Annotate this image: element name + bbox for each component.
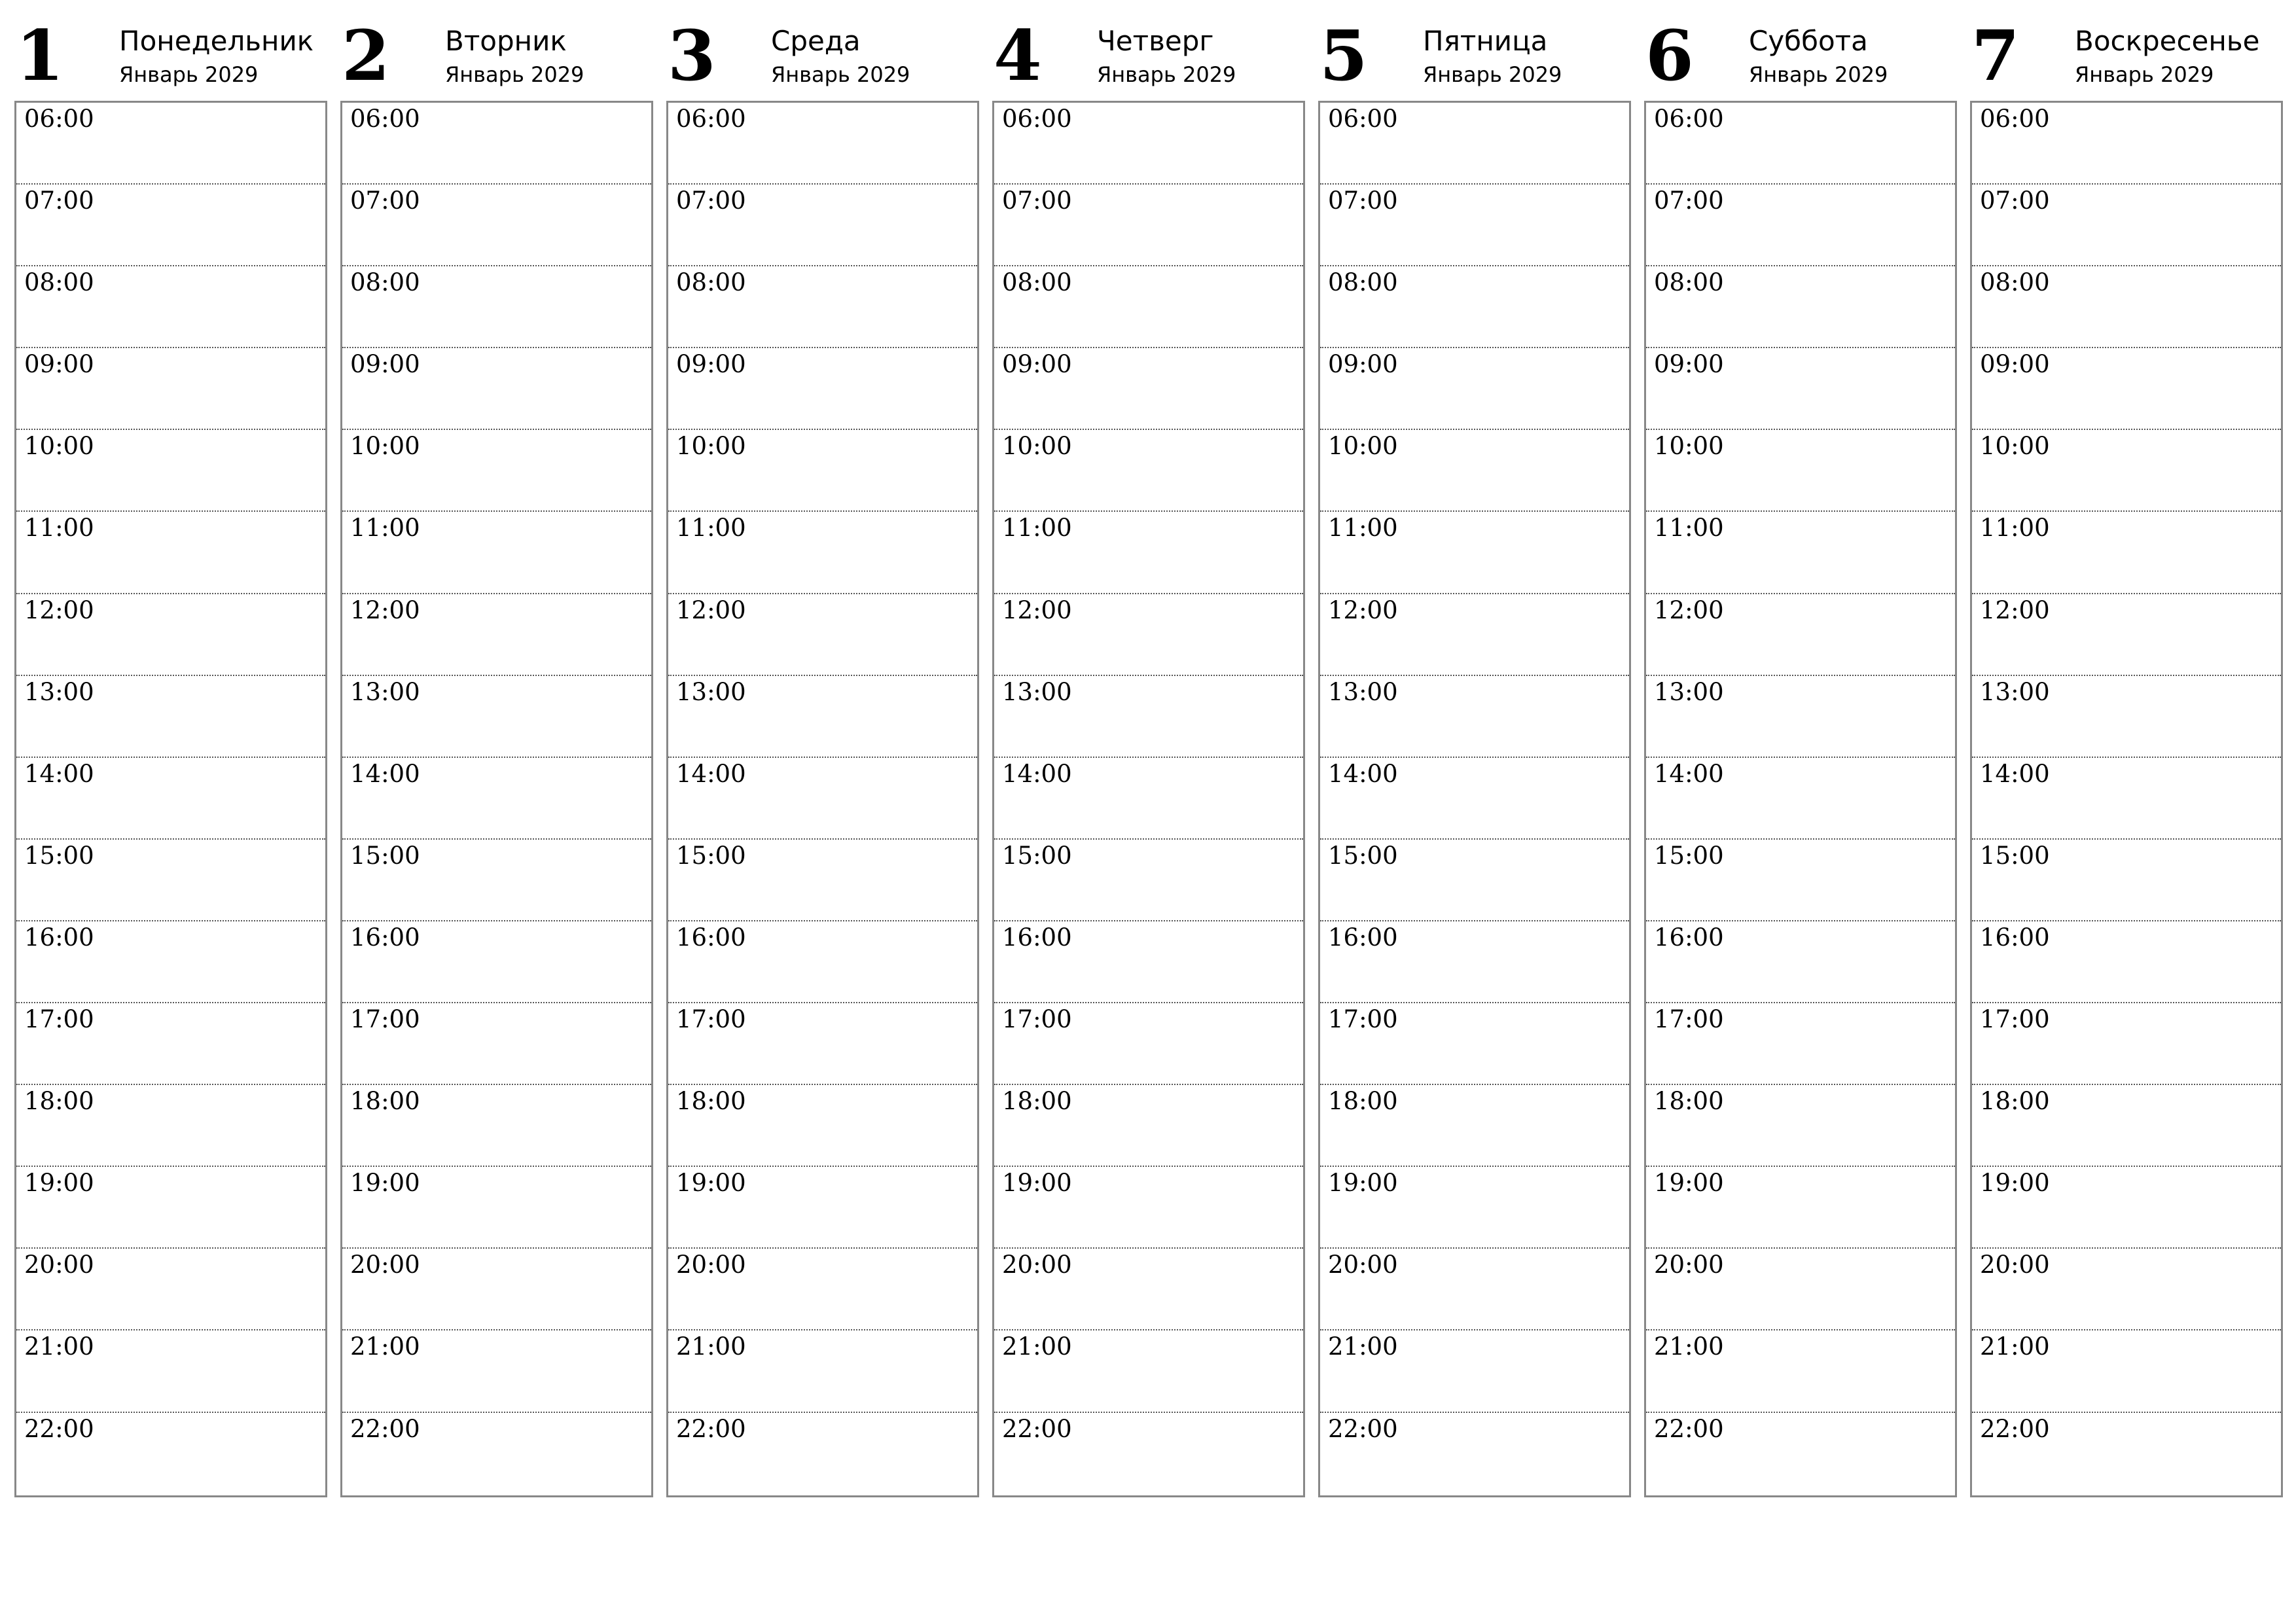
time-slot[interactable]	[1320, 840, 1629, 921]
time-slot-label: 19:00	[676, 1169, 746, 1198]
time-slot-label: 17:00	[350, 1005, 420, 1034]
time-slot[interactable]	[1646, 1003, 1955, 1085]
time-slot[interactable]	[668, 266, 977, 348]
time-slot-label: 08:00	[1002, 268, 1072, 297]
time-slot[interactable]	[1972, 1330, 2281, 1412]
time-slot[interactable]	[1320, 1003, 1629, 1085]
day-month-label: Январь 2029	[1097, 62, 1236, 87]
time-slot-label: 10:00	[676, 432, 746, 461]
time-slot-label: 22:00	[24, 1414, 94, 1443]
time-slot-label: 11:00	[1654, 514, 1724, 543]
time-slot-label: 09:00	[1980, 350, 2050, 379]
time-slot[interactable]	[16, 1085, 325, 1167]
time-slot-label: 15:00	[350, 841, 420, 870]
time-slot[interactable]	[1646, 921, 1955, 1003]
time-slot-label: 18:00	[676, 1087, 746, 1116]
time-slot[interactable]	[1646, 185, 1955, 266]
time-slot-label: 21:00	[24, 1332, 94, 1361]
day-month-label: Январь 2029	[119, 62, 259, 87]
time-slot[interactable]	[1972, 594, 2281, 676]
time-slot-label: 13:00	[24, 677, 94, 706]
time-slot-label: 14:00	[24, 759, 94, 788]
time-slot-label: 13:00	[1654, 677, 1724, 706]
time-slot[interactable]	[1972, 1085, 2281, 1167]
time-slot-label: 11:00	[676, 514, 746, 543]
time-slot-label: 13:00	[1002, 677, 1072, 706]
day-column	[666, 0, 979, 1499]
time-slot[interactable]	[1646, 430, 1955, 512]
time-slot-label: 11:00	[24, 514, 94, 543]
time-slot-label: 11:00	[350, 514, 420, 543]
day-number: 4	[994, 14, 1042, 96]
time-slot[interactable]	[16, 1249, 325, 1330]
time-slot-label: 07:00	[1328, 187, 1398, 215]
time-slot[interactable]	[668, 1249, 977, 1330]
time-slot-label: 15:00	[1002, 841, 1072, 870]
day-number: 3	[668, 14, 716, 96]
time-slot-label: 09:00	[1002, 350, 1072, 379]
day-schedule-box	[992, 101, 1305, 1497]
time-slot[interactable]	[994, 840, 1303, 921]
time-slot-label: 06:00	[1002, 105, 1072, 133]
time-slot[interactable]	[1320, 1413, 1629, 1495]
time-slot[interactable]	[668, 103, 977, 185]
time-slot[interactable]	[342, 512, 651, 594]
time-slot[interactable]	[1646, 1085, 1955, 1167]
time-slot-label: 16:00	[1328, 923, 1398, 952]
time-slot[interactable]	[1972, 840, 2281, 921]
time-slot-label: 17:00	[1328, 1005, 1398, 1034]
time-slot[interactable]	[668, 1003, 977, 1085]
time-slot-label: 11:00	[1980, 514, 2050, 543]
day-schedule-box	[340, 101, 653, 1497]
time-slot-label: 21:00	[1002, 1332, 1072, 1361]
time-slot-label: 18:00	[1654, 1087, 1724, 1116]
time-slot[interactable]	[16, 840, 325, 921]
time-slot-label: 22:00	[350, 1414, 420, 1443]
time-slot-label: 21:00	[1980, 1332, 2050, 1361]
time-slot[interactable]	[1320, 1330, 1629, 1412]
time-slot[interactable]	[342, 1167, 651, 1249]
time-slot[interactable]	[994, 676, 1303, 758]
day-number: 5	[1319, 14, 1368, 96]
time-slot-label: 13:00	[1980, 677, 2050, 706]
time-slot[interactable]	[994, 185, 1303, 266]
time-slot-label: 06:00	[350, 105, 420, 133]
time-slot-label: 20:00	[1980, 1251, 2050, 1279]
time-slot-label: 18:00	[350, 1087, 420, 1116]
day-number: 2	[342, 14, 390, 96]
time-slot-label: 20:00	[24, 1251, 94, 1279]
time-slot-label: 08:00	[1980, 268, 2050, 297]
time-slot[interactable]	[668, 512, 977, 594]
time-slot[interactable]	[16, 1413, 325, 1495]
time-slot-label: 21:00	[1328, 1332, 1398, 1361]
time-slot-label: 08:00	[1328, 268, 1398, 297]
time-slot[interactable]	[342, 1085, 651, 1167]
time-slot[interactable]	[1646, 758, 1955, 840]
time-slot-label: 10:00	[24, 432, 94, 461]
time-slot[interactable]	[342, 430, 651, 512]
day-month-label: Январь 2029	[445, 62, 584, 87]
time-slot[interactable]	[1972, 1249, 2281, 1330]
time-slot-label: 12:00	[1002, 596, 1072, 624]
time-slot-label: 08:00	[676, 268, 746, 297]
time-slot-label: 10:00	[1328, 432, 1398, 461]
time-slot[interactable]	[1972, 1003, 2281, 1085]
time-slot[interactable]	[342, 1249, 651, 1330]
time-slot[interactable]	[994, 348, 1303, 430]
time-slot[interactable]	[1972, 758, 2281, 840]
time-slot-label: 15:00	[1654, 841, 1724, 870]
time-slot-label: 07:00	[24, 187, 94, 215]
time-slot-label: 06:00	[1654, 105, 1724, 133]
time-slot[interactable]	[16, 1167, 325, 1249]
time-slot[interactable]	[1320, 266, 1629, 348]
time-slot[interactable]	[16, 676, 325, 758]
day-column	[340, 0, 653, 1499]
time-slot-label: 13:00	[1328, 677, 1398, 706]
day-schedule-box	[14, 101, 327, 1497]
time-slot-label: 15:00	[1980, 841, 2050, 870]
time-slot-label: 16:00	[676, 923, 746, 952]
time-slot[interactable]	[342, 921, 651, 1003]
time-slot[interactable]	[994, 1330, 1303, 1412]
time-slot-label: 12:00	[24, 596, 94, 624]
time-slot[interactable]	[668, 430, 977, 512]
day-name: Пятница	[1423, 25, 1548, 57]
time-slot[interactable]	[668, 185, 977, 266]
time-slot-label: 09:00	[350, 350, 420, 379]
time-slot[interactable]	[1972, 103, 2281, 185]
time-slot-label: 19:00	[1654, 1169, 1724, 1198]
time-slot[interactable]	[1646, 348, 1955, 430]
time-slot[interactable]	[1646, 1167, 1955, 1249]
time-slot[interactable]	[668, 1085, 977, 1167]
day-number: 1	[16, 14, 64, 96]
time-slot[interactable]	[994, 921, 1303, 1003]
time-slot-label: 09:00	[24, 350, 94, 379]
time-slot[interactable]	[1972, 512, 2281, 594]
time-slot-label: 07:00	[1654, 187, 1724, 215]
time-slot-label: 06:00	[1980, 105, 2050, 133]
time-slot-label: 19:00	[24, 1169, 94, 1198]
time-slot[interactable]	[668, 758, 977, 840]
time-slot[interactable]	[668, 348, 977, 430]
time-slot[interactable]	[668, 840, 977, 921]
time-slot[interactable]	[1972, 1413, 2281, 1495]
time-slot-label: 16:00	[24, 923, 94, 952]
day-month-label: Январь 2029	[2075, 62, 2214, 87]
time-slot-label: 19:00	[1980, 1169, 2050, 1198]
time-slot-label: 22:00	[1002, 1414, 1072, 1443]
time-slot-label: 08:00	[350, 268, 420, 297]
time-slot-label: 06:00	[1328, 105, 1398, 133]
time-slot[interactable]	[1320, 103, 1629, 185]
time-slot-label: 14:00	[1654, 759, 1724, 788]
time-slot[interactable]	[342, 1330, 651, 1412]
time-slot[interactable]	[342, 840, 651, 921]
time-slot-label: 17:00	[676, 1005, 746, 1034]
time-slot[interactable]	[1646, 1249, 1955, 1330]
day-month-label: Январь 2029	[1423, 62, 1562, 87]
time-slot-label: 17:00	[1002, 1005, 1072, 1034]
time-slot[interactable]	[668, 594, 977, 676]
time-slot[interactable]	[1972, 430, 2281, 512]
time-slot[interactable]	[16, 348, 325, 430]
day-column	[1644, 0, 1957, 1499]
day-column	[992, 0, 1305, 1499]
day-name: Четверг	[1097, 25, 1214, 57]
time-slot[interactable]	[342, 185, 651, 266]
time-slot[interactable]	[1320, 512, 1629, 594]
time-slot-label: 21:00	[350, 1332, 420, 1361]
time-slot-label: 07:00	[1002, 187, 1072, 215]
time-slot-label: 16:00	[1654, 923, 1724, 952]
time-slot-label: 10:00	[1654, 432, 1724, 461]
day-name: Понедельник	[119, 25, 314, 57]
time-slot-label: 10:00	[350, 432, 420, 461]
time-slot-label: 14:00	[1328, 759, 1398, 788]
time-slot[interactable]	[994, 1413, 1303, 1495]
time-slot-label: 13:00	[676, 677, 746, 706]
time-slot[interactable]	[16, 512, 325, 594]
time-slot[interactable]	[668, 1330, 977, 1412]
time-slot[interactable]	[1646, 594, 1955, 676]
time-slot[interactable]	[1972, 348, 2281, 430]
time-slot[interactable]	[1972, 266, 2281, 348]
time-slot-label: 15:00	[1328, 841, 1398, 870]
time-slot[interactable]	[1972, 921, 2281, 1003]
time-slot[interactable]	[1646, 1330, 1955, 1412]
time-slot-label: 21:00	[676, 1332, 746, 1361]
time-slot[interactable]	[994, 103, 1303, 185]
time-slot-label: 22:00	[676, 1414, 746, 1443]
time-slot-label: 12:00	[1654, 596, 1724, 624]
time-slot[interactable]	[1646, 266, 1955, 348]
time-slot[interactable]	[1646, 840, 1955, 921]
time-slot[interactable]	[994, 1003, 1303, 1085]
day-schedule-box	[1644, 101, 1957, 1497]
time-slot[interactable]	[342, 1003, 651, 1085]
time-slot-label: 14:00	[350, 759, 420, 788]
day-number: 7	[1971, 14, 2020, 96]
time-slot-label: 17:00	[1654, 1005, 1724, 1034]
time-slot[interactable]	[994, 266, 1303, 348]
time-slot-label: 20:00	[350, 1251, 420, 1279]
day-schedule-box	[1970, 101, 2283, 1497]
time-slot-label: 18:00	[1980, 1087, 2050, 1116]
time-slot-label: 11:00	[1002, 514, 1072, 543]
time-slot-label: 07:00	[350, 187, 420, 215]
time-slot[interactable]	[1972, 1167, 2281, 1249]
time-slot-label: 20:00	[676, 1251, 746, 1279]
time-slot[interactable]	[342, 758, 651, 840]
time-slot[interactable]	[16, 103, 325, 185]
time-slot[interactable]	[994, 1085, 1303, 1167]
time-slot-label: 13:00	[350, 677, 420, 706]
time-slot[interactable]	[1646, 676, 1955, 758]
time-slot-label: 09:00	[1654, 350, 1724, 379]
day-schedule-box	[666, 101, 979, 1497]
time-slot[interactable]	[16, 758, 325, 840]
time-slot[interactable]	[994, 1167, 1303, 1249]
time-slot-label: 08:00	[24, 268, 94, 297]
time-slot-label: 10:00	[1002, 432, 1072, 461]
day-column	[1318, 0, 1631, 1499]
time-slot-label: 22:00	[1980, 1414, 2050, 1443]
time-slot-label: 07:00	[1980, 187, 2050, 215]
time-slot[interactable]	[1972, 185, 2281, 266]
time-slot-label: 20:00	[1002, 1251, 1072, 1279]
time-slot[interactable]	[1320, 185, 1629, 266]
time-slot[interactable]	[342, 676, 651, 758]
time-slot-label: 21:00	[1654, 1332, 1724, 1361]
time-slot[interactable]	[994, 430, 1303, 512]
time-slot[interactable]	[994, 594, 1303, 676]
time-slot[interactable]	[16, 921, 325, 1003]
time-slot-label: 12:00	[1980, 596, 2050, 624]
time-slot-label: 10:00	[1980, 432, 2050, 461]
time-slot-label: 19:00	[350, 1169, 420, 1198]
time-slot-label: 17:00	[24, 1005, 94, 1034]
time-slot[interactable]	[16, 1330, 325, 1412]
time-slot-label: 11:00	[1328, 514, 1398, 543]
time-slot-label: 07:00	[676, 187, 746, 215]
time-slot-label: 17:00	[1980, 1005, 2050, 1034]
time-slot-label: 16:00	[1002, 923, 1072, 952]
time-slot[interactable]	[994, 758, 1303, 840]
time-slot[interactable]	[1972, 676, 2281, 758]
time-slot[interactable]	[342, 103, 651, 185]
time-slot[interactable]	[668, 676, 977, 758]
day-month-label: Январь 2029	[1749, 62, 1888, 87]
time-slot-label: 12:00	[350, 596, 420, 624]
time-slot[interactable]	[1320, 758, 1629, 840]
time-slot-label: 16:00	[1980, 923, 2050, 952]
day-name: Воскресенье	[2075, 25, 2260, 57]
time-slot[interactable]	[342, 266, 651, 348]
day-month-label: Январь 2029	[771, 62, 910, 87]
time-slot[interactable]	[16, 185, 325, 266]
time-slot-label: 20:00	[1654, 1251, 1724, 1279]
time-slot-label: 14:00	[1980, 759, 2050, 788]
time-slot[interactable]	[668, 1167, 977, 1249]
time-slot[interactable]	[994, 512, 1303, 594]
day-name: Вторник	[445, 25, 567, 57]
time-slot[interactable]	[1320, 430, 1629, 512]
time-slot[interactable]	[1646, 1413, 1955, 1495]
time-slot-label: 14:00	[1002, 759, 1072, 788]
time-slot[interactable]	[16, 430, 325, 512]
time-slot-label: 18:00	[24, 1087, 94, 1116]
time-slot[interactable]	[16, 1003, 325, 1085]
time-slot-label: 20:00	[1328, 1251, 1398, 1279]
time-slot[interactable]	[1320, 594, 1629, 676]
time-slot[interactable]	[994, 1249, 1303, 1330]
time-slot[interactable]	[16, 594, 325, 676]
time-slot-label: 15:00	[24, 841, 94, 870]
time-slot-label: 22:00	[1654, 1414, 1724, 1443]
time-slot[interactable]	[1320, 1085, 1629, 1167]
time-slot-label: 06:00	[676, 105, 746, 133]
time-slot[interactable]	[1646, 512, 1955, 594]
time-slot-label: 06:00	[24, 105, 94, 133]
time-slot[interactable]	[1320, 1249, 1629, 1330]
time-slot-label: 09:00	[676, 350, 746, 379]
time-slot-label: 15:00	[676, 841, 746, 870]
time-slot-label: 19:00	[1002, 1169, 1072, 1198]
time-slot-label: 22:00	[1328, 1414, 1398, 1443]
time-slot[interactable]	[668, 1413, 977, 1495]
time-slot-label: 19:00	[1328, 1169, 1398, 1198]
time-slot[interactable]	[342, 348, 651, 430]
day-number: 6	[1645, 14, 1694, 96]
time-slot[interactable]	[342, 594, 651, 676]
day-schedule-box	[1318, 101, 1631, 1497]
time-slot[interactable]	[1320, 348, 1629, 430]
day-name: Среда	[771, 25, 861, 57]
time-slot-label: 18:00	[1328, 1087, 1398, 1116]
time-slot-label: 12:00	[676, 596, 746, 624]
time-slot[interactable]	[16, 266, 325, 348]
time-slot[interactable]	[342, 1413, 651, 1495]
time-slot-label: 18:00	[1002, 1087, 1072, 1116]
time-slot-label: 16:00	[350, 923, 420, 952]
time-slot[interactable]	[1646, 103, 1955, 185]
time-slot[interactable]	[1320, 1167, 1629, 1249]
day-name: Суббота	[1749, 25, 1868, 57]
time-slot-label: 09:00	[1328, 350, 1398, 379]
time-slot-label: 12:00	[1328, 596, 1398, 624]
time-slot-label: 08:00	[1654, 268, 1724, 297]
time-slot[interactable]	[1320, 676, 1629, 758]
time-slot-label: 14:00	[676, 759, 746, 788]
time-slot[interactable]	[668, 921, 977, 1003]
day-column	[14, 0, 327, 1499]
time-slot[interactable]	[1320, 921, 1629, 1003]
day-column	[1970, 0, 2283, 1499]
